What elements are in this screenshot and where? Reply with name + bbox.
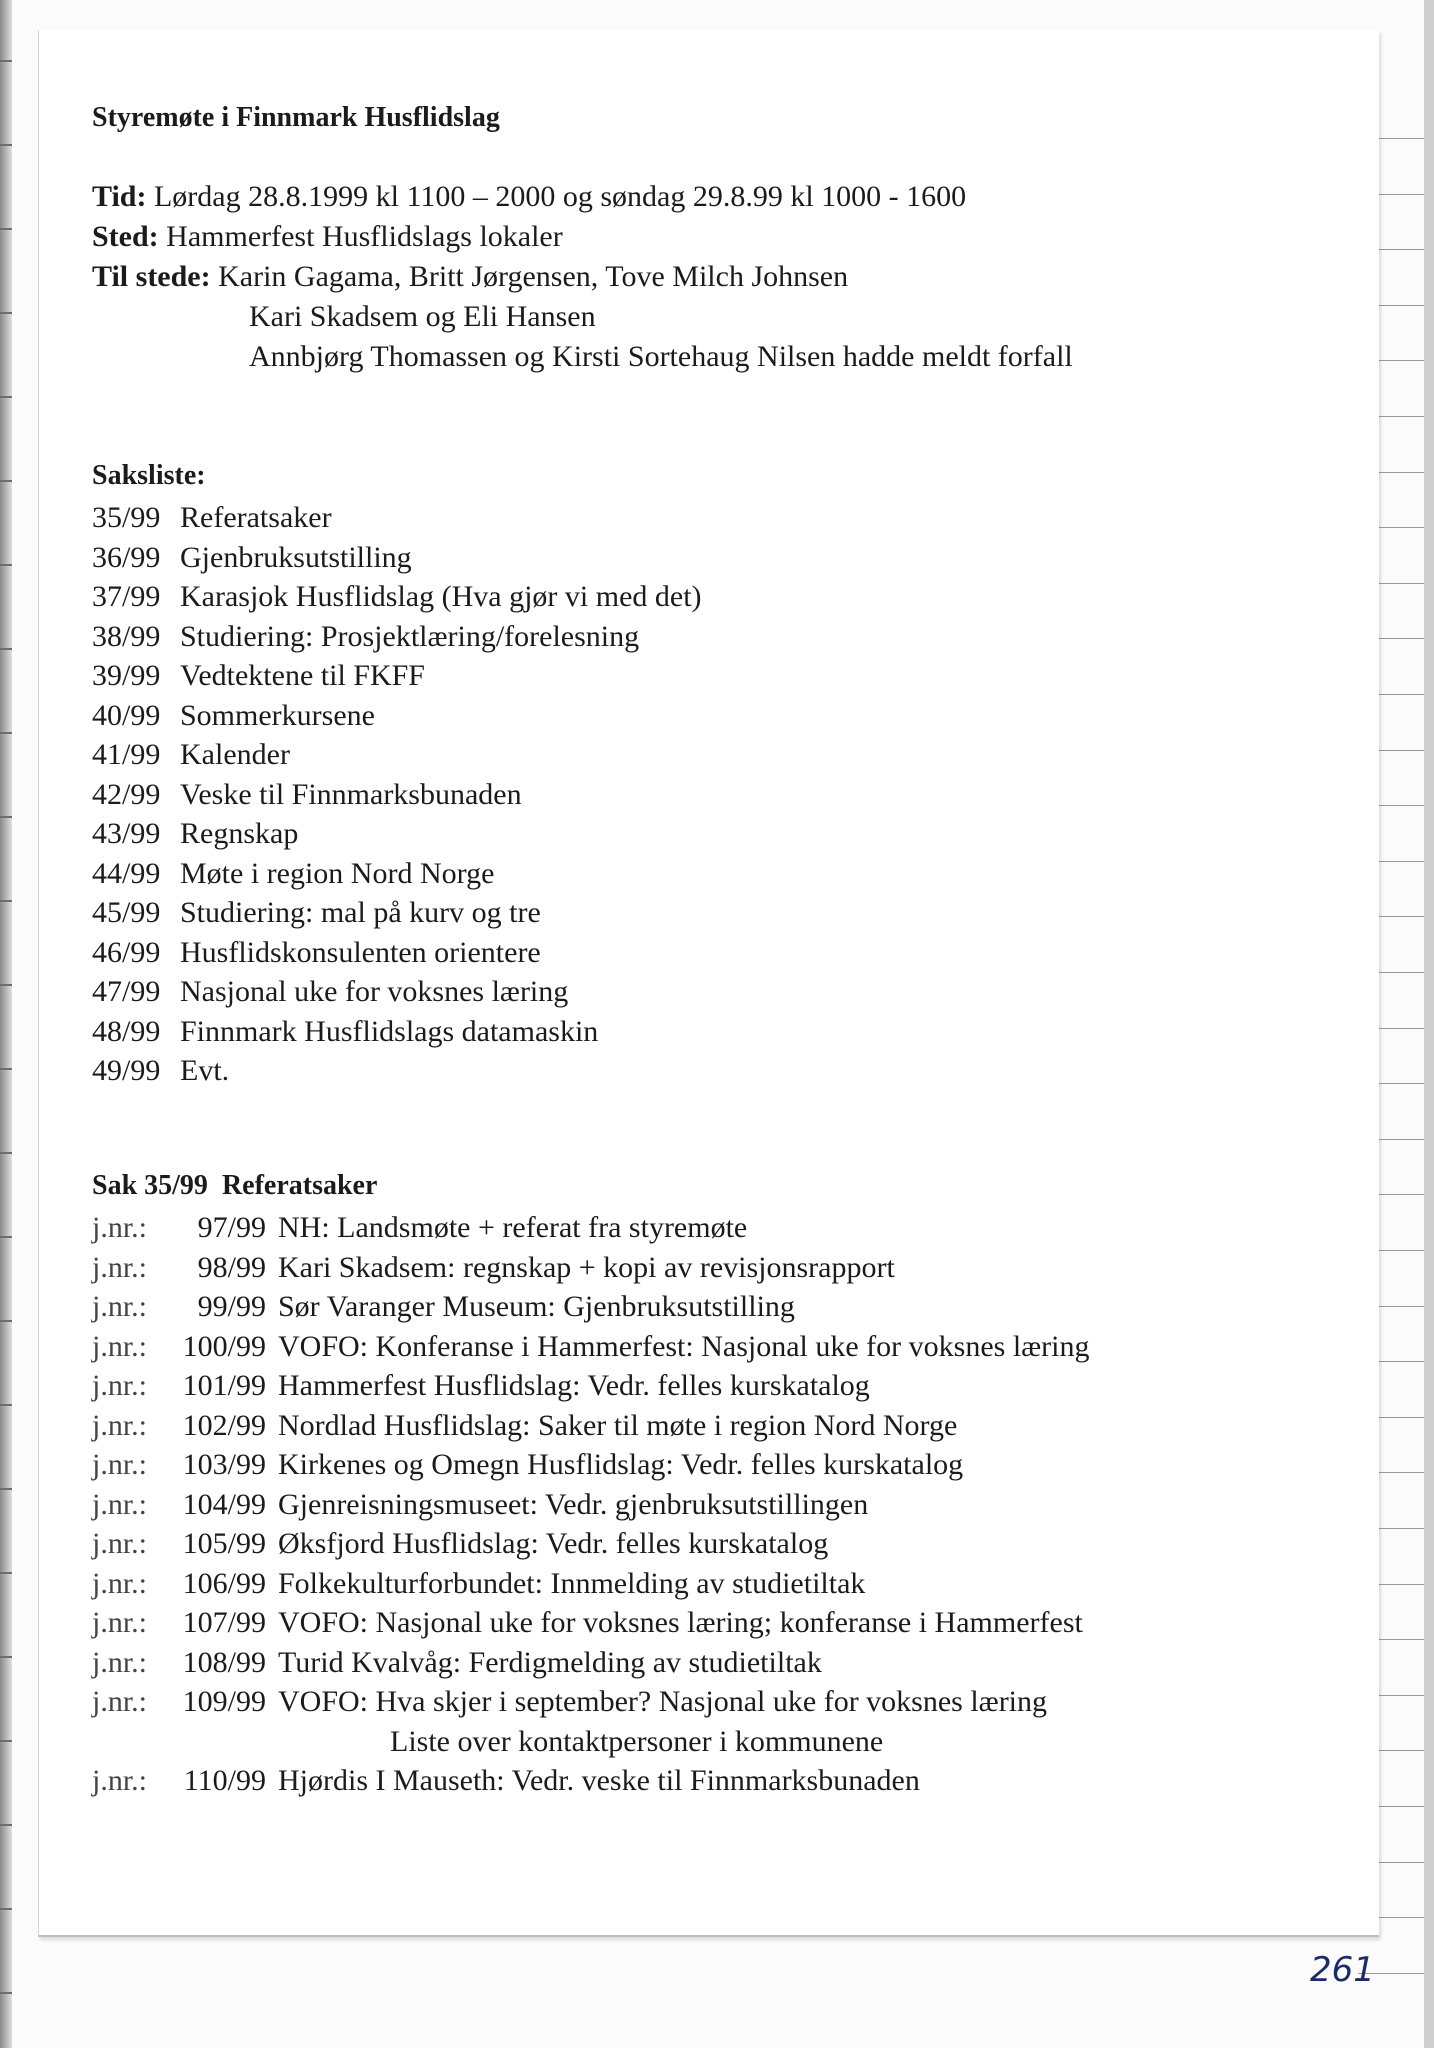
absence-note: Annbjørg Thomassen og Kirsti Sortehaug Nilsen hadde meldt forfall	[249, 340, 1073, 373]
journal-number: 103/99	[182, 1448, 266, 1481]
journal-number: 100/99	[182, 1329, 266, 1363]
journal-number: 104/99	[182, 1487, 266, 1521]
agenda-item-number: 44/99	[92, 856, 161, 890]
agenda-item-text: Referatsaker	[180, 501, 332, 534]
binder-tick	[0, 1572, 12, 1574]
agenda-item-text: Regnskap	[180, 817, 299, 850]
reference-item	[92, 1208, 1090, 1248]
binder-tick	[0, 1404, 12, 1406]
reference-item	[92, 1603, 1090, 1643]
reference-item	[92, 1564, 1090, 1604]
journal-number: 101/99	[182, 1369, 266, 1402]
reference-item	[92, 1327, 1090, 1367]
binder-tick	[0, 228, 12, 230]
reference-text: Turid Kvalvåg: Ferdigmelding av studietiltak	[278, 1645, 822, 1679]
reference-item	[92, 1682, 1090, 1722]
attendees-value: Karin Gagama, Britt Jørgensen, Tove Milch Johnsen	[218, 260, 849, 293]
agenda-item-number: 42/99	[92, 777, 161, 811]
agenda-item-number: 40/99	[92, 698, 161, 732]
reference-text: Hammerfest Husflidslag: Vedr. felles kurskatalog	[278, 1369, 870, 1402]
binder-tick	[0, 1068, 12, 1070]
binder-tick	[0, 1152, 12, 1154]
reference-text: Gjenreisningsmuseet: Vedr. gjenbruksutstillingen	[278, 1487, 869, 1521]
agenda-item	[92, 735, 702, 775]
binder-left-ticks	[0, 0, 14, 2048]
reference-text: Kari Skadsem: regnskap + kopi av revisjonsrapport	[278, 1250, 895, 1284]
agenda-item-number: 48/99	[92, 1014, 161, 1048]
binder-right-edge	[1424, 0, 1434, 2048]
agenda-item-number: 46/99	[92, 935, 161, 969]
agenda-item-text: Sommerkursene	[180, 698, 375, 732]
agenda-item	[92, 814, 702, 854]
reference-text: VOFO: Konferanse i Hammerfest: Nasjonal uke for voksnes læring	[278, 1329, 1090, 1363]
binder-tick	[0, 900, 12, 902]
attendees-label: Til stede:	[92, 260, 211, 293]
agenda-item	[92, 933, 702, 973]
reference-text: Hjørdis I Mauseth: Vedr. veske til Finnmarksbunaden	[278, 1764, 920, 1797]
reference-item	[92, 1643, 1090, 1683]
agenda-item-text: Evt.	[180, 1054, 230, 1087]
journal-number: 98/99	[197, 1250, 266, 1284]
agenda-item-number: 49/99	[92, 1054, 161, 1087]
journal-number: 107/99	[182, 1606, 266, 1639]
agenda-item-text: Studiering: Prosjektlæring/forelesning	[180, 619, 640, 653]
binder-tick	[0, 396, 12, 398]
time-label: Tid:	[92, 180, 147, 213]
agenda-heading: Saksliste:	[92, 460, 206, 491]
binder-tick	[0, 564, 12, 566]
reference-item	[92, 1485, 1090, 1525]
agenda-item-text: Finnmark Husflidslags datamaskin	[180, 1014, 599, 1048]
agenda-item-text: Kalender	[180, 738, 290, 771]
journal-number-label: j.nr.:	[92, 1369, 148, 1402]
reference-text: VOFO: Nasjonal uke for voksnes læring; konferanse i Hammerfest	[278, 1606, 1083, 1639]
attendees-continued: Kari Skadsem og Eli Hansen	[249, 300, 596, 333]
binder-tick	[0, 480, 12, 482]
binder-tick	[0, 984, 12, 986]
journal-number-label: j.nr.:	[92, 1606, 148, 1639]
agenda-item	[92, 854, 702, 894]
binder-tick	[0, 1236, 12, 1238]
journal-number: 102/99	[182, 1408, 266, 1442]
reference-item	[92, 1366, 1090, 1406]
reference-text: VOFO: Hva skjer i september? Nasjonal uke for voksnes læring	[278, 1685, 1048, 1718]
journal-number-label: j.nr.:	[92, 1764, 148, 1797]
case-number: Sak 35/99	[92, 1170, 208, 1201]
agenda-item-number: 36/99	[92, 540, 161, 574]
journal-number-label: j.nr.:	[92, 1527, 148, 1560]
time-field	[92, 180, 966, 214]
reference-item	[92, 1761, 1090, 1801]
journal-number: 110/99	[183, 1764, 266, 1797]
time-value: Lørdag 28.8.1999 kl 1100 – 2000 og søndag 29.8.99 kl 1000 - 1600	[153, 180, 967, 213]
binder-tick	[0, 60, 12, 62]
journal-number-label: j.nr.:	[92, 1645, 148, 1679]
agenda-item-number: 41/99	[92, 738, 161, 771]
agenda-item-number: 38/99	[92, 619, 161, 653]
agenda-item-number: 47/99	[92, 975, 161, 1008]
agenda-item	[92, 538, 702, 578]
journal-number-label: j.nr.:	[92, 1685, 148, 1718]
case-title: Referatsaker	[221, 1170, 378, 1201]
agenda-item	[92, 696, 702, 736]
place-field	[92, 220, 563, 254]
agenda-item	[92, 577, 702, 617]
agenda-item-text: Vedtektene til FKFF	[180, 659, 425, 692]
binder-tick	[0, 1824, 12, 1826]
binder-tick	[0, 312, 12, 314]
binder-tick	[0, 732, 12, 734]
binder-tick	[0, 1908, 12, 1910]
journal-number: 105/99	[182, 1527, 266, 1560]
document-title: Styremøte i Finnmark Husflidslag	[92, 102, 500, 133]
journal-number-label: j.nr.:	[92, 1566, 148, 1600]
journal-number-label: j.nr.:	[92, 1250, 148, 1284]
journal-number: 106/99	[182, 1566, 266, 1600]
binder-tick	[0, 1992, 12, 1994]
agenda-item	[92, 1012, 702, 1052]
journal-number: 97/99	[197, 1211, 266, 1244]
reference-text: Kirkenes og Omegn Husflidslag: Vedr. felles kurskatalog	[278, 1448, 964, 1481]
reference-item-continuation: Liste over kontaktpersoner i kommunene	[390, 1724, 884, 1758]
journal-number: 108/99	[182, 1645, 266, 1679]
reference-item	[92, 1406, 1090, 1446]
reference-text: Sør Varanger Museum: Gjenbruksutstilling	[278, 1290, 795, 1323]
agenda-list	[92, 498, 702, 1091]
journal-number-label: j.nr.:	[92, 1408, 148, 1442]
agenda-item	[92, 656, 702, 696]
agenda-item	[92, 972, 702, 1012]
reference-list	[92, 1208, 1090, 1801]
agenda-item-number: 39/99	[92, 659, 161, 692]
attendees-field	[92, 260, 848, 294]
handwritten-page-number: 261	[1310, 1950, 1375, 1990]
journal-number-label: j.nr.:	[92, 1448, 148, 1481]
reference-item	[92, 1445, 1090, 1485]
reference-item	[92, 1524, 1090, 1564]
minutes-sheet	[38, 30, 1379, 1937]
agenda-item	[92, 775, 702, 815]
journal-number: 109/99	[182, 1685, 266, 1718]
agenda-item-number: 35/99	[92, 501, 161, 534]
agenda-item-text: Husflidskonsulenten orientere	[180, 935, 541, 969]
binder-tick	[0, 1488, 12, 1490]
agenda-item-number: 45/99	[92, 896, 161, 929]
journal-number-label: j.nr.:	[92, 1487, 148, 1521]
reference-item	[92, 1248, 1090, 1288]
reference-item	[92, 1287, 1090, 1327]
place-label: Sted:	[92, 220, 159, 253]
reference-text: Folkekulturforbundet: Innmelding av studietiltak	[278, 1566, 866, 1600]
agenda-item-text: Veske til Finnmarksbunaden	[180, 777, 522, 811]
reference-text: Øksfjord Husflidslag: Vedr. felles kurskatalog	[278, 1527, 829, 1560]
case-heading	[92, 1170, 377, 1202]
agenda-item-text: Nasjonal uke for voksnes læring	[180, 975, 569, 1008]
reference-text: Nordlad Husflidslag: Saker til møte i region Nord Norge	[278, 1408, 958, 1442]
reference-text: NH: Landsmøte + referat fra styremøte	[278, 1211, 748, 1244]
agenda-item-text: Gjenbruksutstilling	[180, 540, 412, 574]
journal-number: 99/99	[197, 1290, 266, 1323]
agenda-item	[92, 617, 702, 657]
agenda-item-text: Karasjok Husflidslag (Hva gjør vi med det)	[180, 580, 702, 613]
agenda-item-number: 43/99	[92, 817, 161, 850]
agenda-item	[92, 893, 702, 933]
binder-tick	[0, 648, 12, 650]
binder-tick	[0, 816, 12, 818]
journal-number-label: j.nr.:	[92, 1211, 148, 1244]
binder-tick	[0, 1740, 12, 1742]
journal-number-label: j.nr.:	[92, 1290, 148, 1323]
journal-number-label: j.nr.:	[92, 1329, 148, 1363]
agenda-item	[92, 1051, 702, 1091]
agenda-item-number: 37/99	[92, 580, 161, 613]
place-value: Hammerfest Husflidslags lokaler	[166, 220, 563, 253]
agenda-item-text: Studiering: mal på kurv og tre	[180, 896, 541, 929]
binder-tick	[0, 1320, 12, 1322]
agenda-item-text: Møte i region Nord Norge	[180, 856, 495, 890]
binder-tick	[0, 144, 12, 146]
agenda-item	[92, 498, 702, 538]
binder-tick	[0, 1656, 12, 1658]
